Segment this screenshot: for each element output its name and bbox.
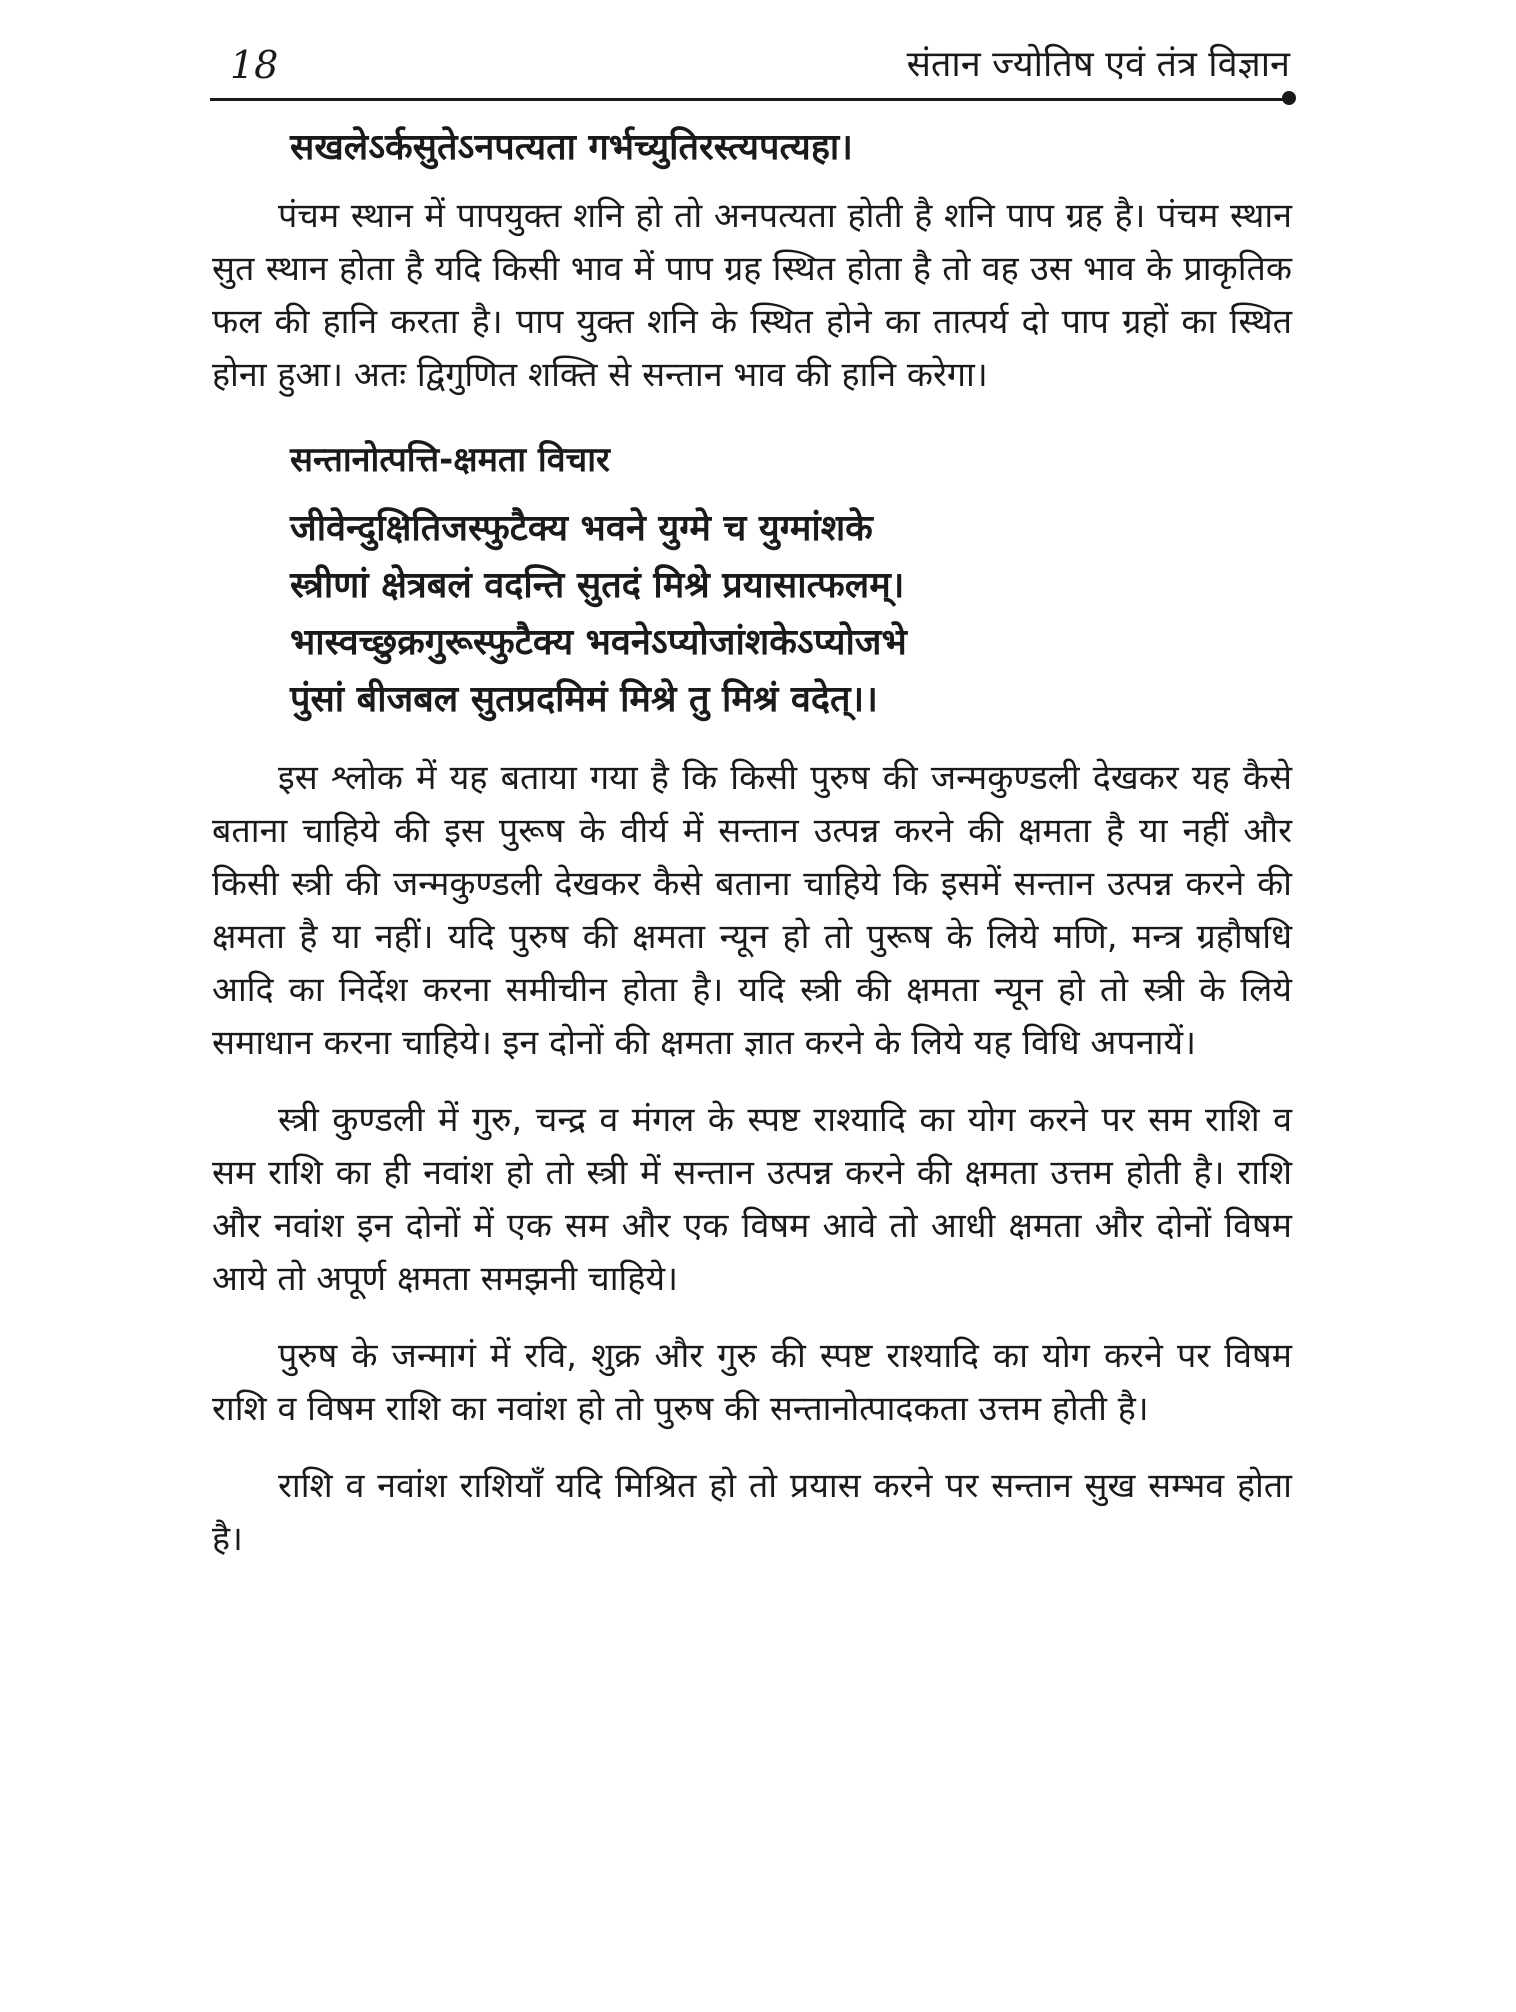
verse-1: सखलेऽर्कसुतेऽनपत्यता गर्भच्युतिरस्त्यपत्यहा। (290, 127, 853, 168)
shloka-line: जीवेन्दुक्षितिजस्फुटैक्य भवने युग्मे च युग्मांशके (290, 508, 873, 549)
paragraph-1: पंचम स्थान में पापयुक्त शनि हो तो अनपत्यता होती है शनि पाप ग्रह है। पंचम स्थान सुत स्थान होता है यदि किसी भाव में पाप ग्रह स्थित होता है तो वह उस भाव के प्राकृतिक फल की हानि करता है। पाप युक्त शनि के स्थित होने का तात्पर्य दो पाप ग्रहों का स्थित होना हुआ। अतः द्विगुणित शक्ति से सन्तान भाव की हानि करेगा। (212, 196, 1292, 395)
section-heading: सन्तानोत्पत्ति-क्षमता विचार (290, 440, 610, 480)
page-number: 18 (230, 43, 279, 87)
page-body (212, 118, 1292, 1566)
paragraph-2: इस श्लोक में यह बताया गया है कि किसी पुरुष की जन्मकुण्डली देखकर यह कैसे बताना चाहिये की इस पुरूष के वीर्य में सन्तान उत्पन्न करने की क्षमता है या नहीं और किसी स्त्री की जन्मकुण्डली देखकर कैसे बताना चाहिये कि इसमें सन्तान उत्पन्न करने की क्षमता है या नहीं। यदि पुरुष की क्षमता न्यून हो तो पुरूष के लिये मणि, मन्त्र ग्रहौषधि आदि का निर्देश करना समीचीन होता है। यदि स्त्री की क्षमता न्यून हो तो स्त्री के लिये समाधान करना चाहिये। इन दोनों की क्षमता ज्ञात करने के लिये यह विधि अपनायें। (212, 758, 1292, 1063)
book-title: संतान ज्योतिष एवं तंत्र विज्ञान (906, 44, 1290, 85)
paragraph-3: स्त्री कुण्डली में गुरु, चन्द्र व मंगल के स्पष्ट राश्यादि का योग करने पर सम राशि व सम राशि का ही नवांश हो तो स्त्री में सन्तान उत्पन्न करने की क्षमता उत्तम होती है। राशि और नवांश इन दोनों में एक सम और एक विषम आवे तो आधी क्षमता और दोनों विषम आये तो अपूर्ण क्षमता समझनी चाहिये। (212, 1100, 1292, 1299)
shloka-line: पुंसां बीजबल सुतप्रदमिमं मिश्रे तु मिश्रं वदेत्।। (290, 679, 878, 720)
shloka-line: स्त्रीणां क्षेत्रबलं वदन्ति सुतदं मिश्रे प्रयासात्फलम्। (290, 565, 905, 606)
paragraph-4: पुरुष के जन्मागं में रवि, शुक्र और गुरु की स्पष्ट राश्यादि का योग करने पर विषम राशि व विषम राशि का नवांश हो तो पुरुष की सन्तानोत्पादकता उत्तम होती है। (212, 1336, 1292, 1429)
header-divider (210, 98, 1290, 101)
shloka-block (212, 500, 1292, 728)
paragraph-5: राशि व नवांश राशियाँ यदि मिश्रित हो तो प्रयास करने पर सन्तान सुख सम्भव होता है। (212, 1466, 1292, 1559)
page-header (210, 40, 1300, 90)
shloka-line: भास्वच्छुक्रगुरूस्फुटैक्य भवनेऽप्योजांशकेऽप्योजभे (290, 622, 907, 663)
header-divider-dot (1282, 91, 1296, 105)
